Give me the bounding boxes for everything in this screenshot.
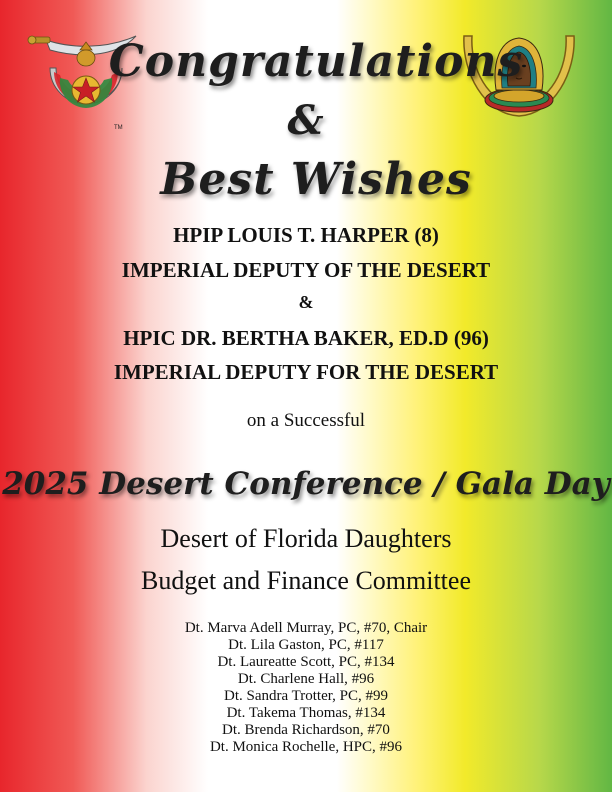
honorees-ampersand: &	[298, 292, 314, 312]
honoree-second-name: HPIC DR. BERTHA BAKER, ED.D (96)	[123, 326, 489, 350]
trademark-mark: TM	[114, 125, 123, 131]
committee-member: Dt. Sandra Trotter, PC, #99	[224, 688, 388, 704]
committee-member-list	[0, 620, 612, 756]
committee-member: Dt. Takema Thomas, #134	[226, 705, 386, 721]
honoree-first-title: IMPERIAL DEPUTY OF THE DESERT	[121, 258, 491, 282]
heading-congratulations: Congratulations	[108, 36, 524, 87]
honoree-first-name: HPIP LOUIS T. HARPER (8)	[173, 223, 439, 247]
committee-org: Desert of Florida Daughters	[160, 524, 452, 553]
committee-member: Dt. Marva Adell Murray, PC, #70, Chair	[184, 620, 428, 636]
occasion-event: 2025 Desert Conference / Gala Day	[2, 466, 610, 502]
committee-member: Dt. Charlene Hall, #96	[237, 671, 375, 687]
honoree-second-title: IMPERIAL DEPUTY FOR THE DESERT	[113, 360, 499, 384]
committee-member: Dt. Laureatte Scott, PC, #134	[217, 654, 395, 670]
committee-name: Budget and Finance Committee	[141, 566, 471, 595]
committee-member: Dt. Monica Rochelle, HPC, #96	[209, 739, 403, 755]
committee-member: Dt. Lila Gaston, PC, #117	[228, 637, 384, 653]
committee-member: Dt. Brenda Richardson, #70	[222, 722, 390, 738]
heading-best-wishes: Best Wishes	[160, 154, 472, 205]
occasion-lead: on a Successful	[246, 410, 366, 431]
heading-ampersand: &	[287, 97, 325, 144]
